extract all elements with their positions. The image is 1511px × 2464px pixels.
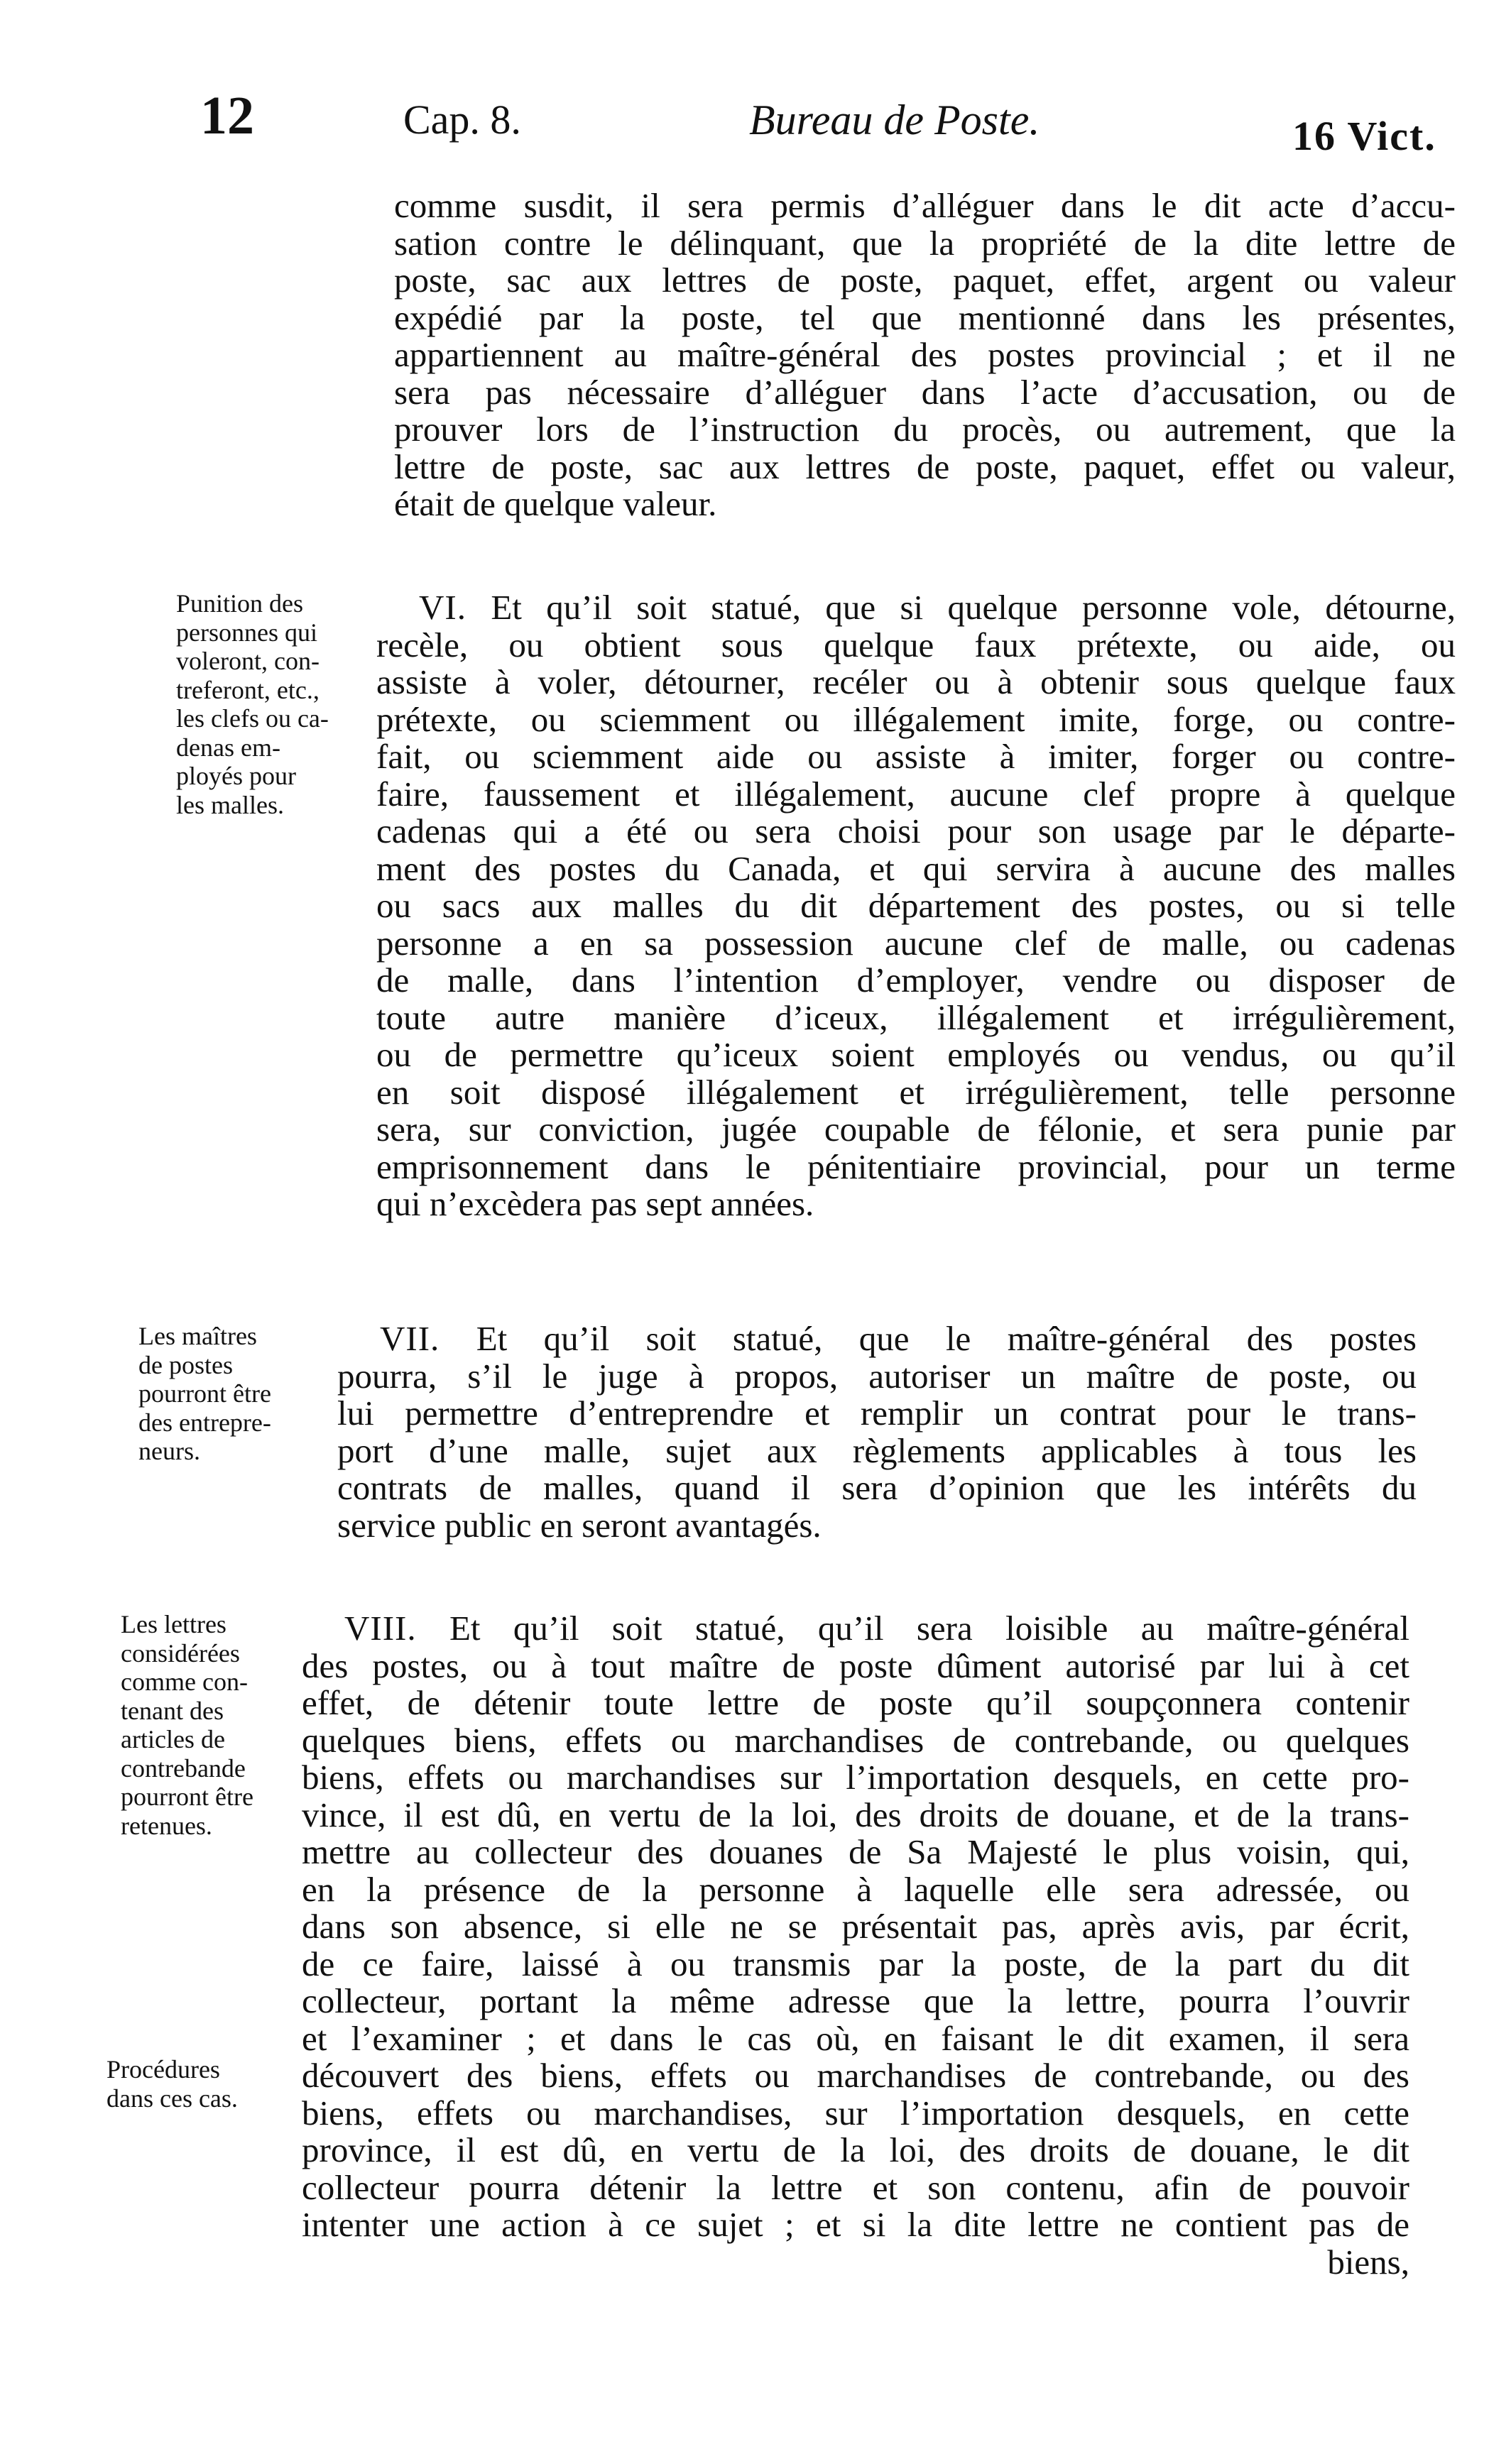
- text-line: appartiennent au maître-général des postes provincial ; et il ne: [394, 335, 1456, 374]
- catchword: biens,: [1327, 2242, 1409, 2282]
- text-line: pourra, s’il le juge à propos, autoriser un maître de poste, ou: [337, 1356, 1417, 1396]
- text-line: expédié par la poste, tel que mentionné dans les présentes,: [394, 297, 1456, 337]
- page-header: [0, 71, 1511, 170]
- section-number: VII.: [380, 1319, 440, 1358]
- page-number: 12: [200, 86, 254, 146]
- text-line: biens, effets ou marchandises sur l’importation desquels, en cette pro-: [302, 1758, 1409, 1797]
- text-line: mettre au collecteur des douanes de Sa Majesté le plus voisin, qui,: [302, 1832, 1409, 1871]
- text-line: prouver lors de l’instruction du procès, ou autrement, que la: [394, 410, 1456, 449]
- text-line: poste, sac aux lettres de poste, paquet, effet, argent ou valeur: [394, 261, 1456, 300]
- text-line: en la présence de la personne à laquelle elle sera adressée, ou: [302, 1869, 1409, 1909]
- chapter-label: Cap. 8.: [403, 97, 521, 143]
- text-line: dans son absence, si elle ne se présentait pas, après avis, par écrit,: [302, 1907, 1409, 1946]
- text-line: personne a en sa possession aucune clef de malle, ou cadenas: [376, 923, 1456, 963]
- text-line: lui permettre d’entreprendre et remplir un contrat pour le trans-: [337, 1393, 1417, 1433]
- text-line: découvert des biens, effets ou marchandises de contrebande, ou des: [302, 2056, 1409, 2095]
- text-line: sation contre le délinquant, que la propriété de la dite lettre de: [394, 223, 1456, 263]
- text-line: sera, sur conviction, jugée coupable de félonie, et sera punie par: [376, 1110, 1456, 1149]
- margin-note-section-8: Les lettres considérées comme con- tenant des articles de contrebande pourront être retenues.: [121, 1610, 253, 1840]
- text-line: port d’une malle, sujet aux règlements applicables à tous les: [337, 1430, 1417, 1470]
- text-line: biens, effets ou marchandises, sur l’importation desquels, en cette: [302, 2093, 1409, 2132]
- text-line: intenter une action à ce sujet ; et si la dite lettre ne contient pas de: [302, 2205, 1409, 2244]
- text-line: cadenas qui a été ou sera choisi pour son usage par le départe-: [376, 811, 1456, 850]
- text-line: en soit disposé illégalement et irrégulièrement, telle personne: [376, 1072, 1456, 1112]
- text-line: et l’examiner ; et dans le cas où, en faisant le dit examen, il sera: [302, 2018, 1409, 2058]
- section-7: [337, 1320, 1417, 1544]
- text-line: fait, ou sciemment aide ou assiste à imiter, forger ou contre-: [376, 737, 1456, 776]
- section-8: [302, 1610, 1409, 2281]
- text-line: collecteur, portant la même adresse que la lettre, pourra l’ouvrir: [302, 1981, 1409, 2020]
- text-line: quelques biens, effets ou marchandises de contrebande, ou quelques: [302, 1720, 1409, 1760]
- text-line: ou sacs aux malles du dit département des postes, ou si telle: [376, 886, 1456, 925]
- text-line: faire, faussement et illégalement, aucune clef propre à quelque: [376, 774, 1456, 814]
- text-line: lettre de poste, sac aux lettres de poste, paquet, effet ou valeur,: [394, 447, 1456, 486]
- paragraph-continuation: [394, 187, 1456, 523]
- text-line: prétexte, ou sciemment ou illégalement imite, forge, ou contre-: [376, 699, 1456, 739]
- text-line: ment des postes du Canada, et qui servira à aucune des malles: [376, 848, 1456, 888]
- text-line: des postes, ou à tout maître de poste dûment autorisé par lui à cet: [302, 1646, 1409, 1685]
- text-line: ou de permettre qu’iceux soient employés ou vendus, ou qu’il: [376, 1035, 1456, 1074]
- text-line: de malle, dans l’intention d’employer, vendre ou disposer de: [376, 960, 1456, 1000]
- text-line: effet, de détenir toute lettre de poste qu’il soupçonnera contenir: [302, 1683, 1409, 1722]
- text-line: de ce faire, laissé à ou transmis par la poste, de la part du dit: [302, 1944, 1409, 1983]
- text-line: recèle, ou obtient sous quelque faux prétexte, ou aide, ou: [376, 625, 1456, 664]
- text-line: comme susdit, il sera permis d’alléguer dans le dit acte d’accu-: [394, 186, 1456, 225]
- text-line: vince, il est dû, en vertu de la loi, des droits de douane, et de la trans-: [302, 1795, 1409, 1834]
- text-line: assiste à voler, détourner, recéler ou à obtenir sous quelque faux: [376, 662, 1456, 701]
- text-line: toute autre manière d’iceux, illégalement et irrégulièrement,: [376, 997, 1456, 1037]
- text-line: province, il est dû, en vertu de la loi, des droits de douane, le dit: [302, 2130, 1409, 2169]
- text-line: service public en seront avantagés.: [337, 1505, 822, 1545]
- margin-note-section-7: Les maîtres de postes pourront être des entrepre- neurs.: [138, 1322, 271, 1465]
- section-number: VIII.: [344, 1609, 417, 1648]
- text-line: sera pas nécessaire d’alléguer dans l’acte d’accusation, ou de: [394, 372, 1456, 412]
- section-number: VI.: [419, 588, 467, 627]
- section-6: [376, 589, 1456, 1223]
- running-title: Bureau de Poste.: [749, 97, 1040, 143]
- text-line: était de quelque valeur.: [394, 484, 717, 523]
- text-line: VIII. Et qu’il soit statué, qu’il sera loisible au maître-général: [344, 1609, 1409, 1648]
- regnal-year: 16 Vict.: [1292, 113, 1436, 159]
- margin-note-procedures: Procédures dans ces cas.: [107, 2055, 238, 2113]
- text-line: VI. Et qu’il soit statué, que si quelque personne vole, détourne,: [419, 588, 1456, 627]
- text-line: contrats de malles, quand il sera d’opinion que les intérêts du: [337, 1468, 1417, 1507]
- text-line: collecteur pourra détenir la lettre et son contenu, afin de pouvoir: [302, 2167, 1409, 2207]
- text-line: emprisonnement dans le pénitentiaire provincial, pour un terme: [376, 1146, 1456, 1186]
- text-line: VII. Et qu’il soit statué, que le maître-général des postes: [380, 1319, 1417, 1358]
- margin-note-section-6: Punition des personnes qui voleront, con- treferont, etc., les clefs ou ca- denas em- ployés pour les malles.: [176, 589, 329, 819]
- text-line: qui n’excèdera pas sept années.: [376, 1184, 814, 1223]
